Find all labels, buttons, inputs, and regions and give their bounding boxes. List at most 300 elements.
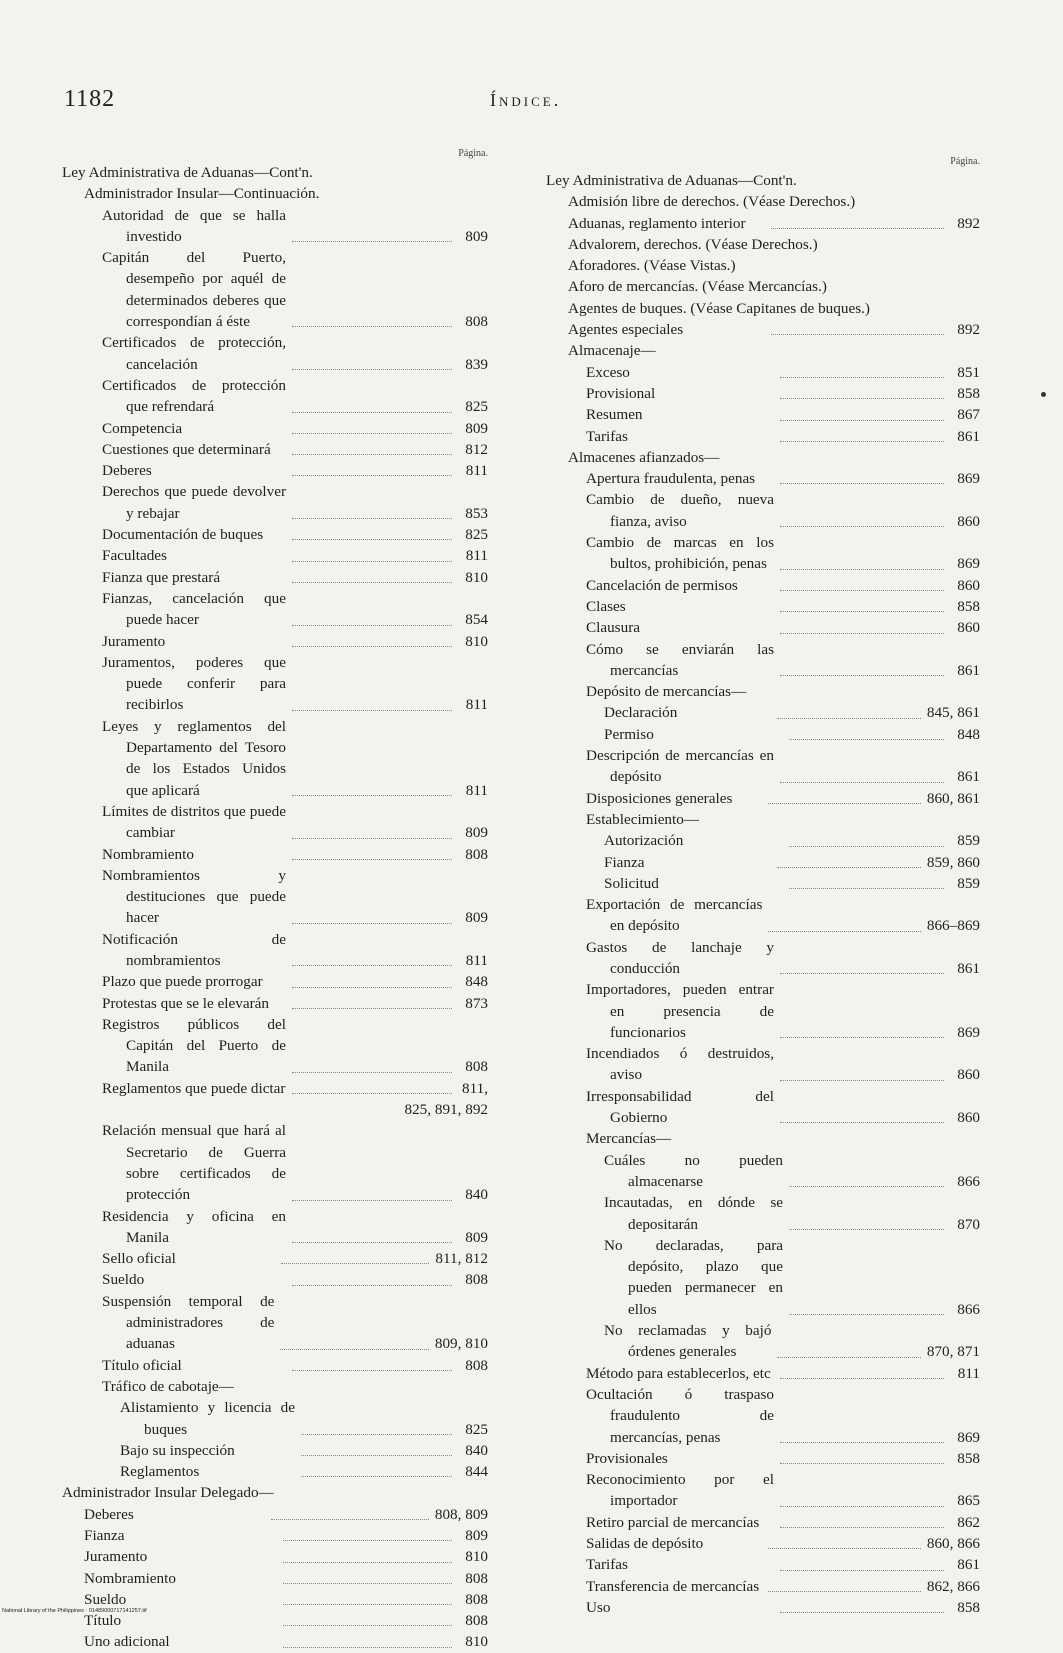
index-entry: [62, 631, 488, 652]
index-entry: [62, 375, 488, 418]
index-entry: [62, 183, 488, 204]
dot-leader: [292, 1072, 452, 1073]
entry-text: Registros públicos del Capitán del Puerto de Manila: [102, 1015, 286, 1076]
dot-leader: [789, 739, 944, 740]
index-entry: [546, 1192, 980, 1235]
page-ref: 861: [957, 959, 980, 977]
entry-text: Aforadores. (Véase Vistas.): [568, 257, 736, 275]
pagina-label: Página.: [458, 148, 488, 159]
index-entry: [546, 702, 980, 723]
dot-leader: [292, 539, 452, 540]
entry-text: Resumen: [586, 406, 643, 424]
page-ref: 812: [465, 440, 488, 458]
page-ref: 860: [957, 619, 980, 637]
entry-text: Almacenes afianzados—: [568, 448, 720, 466]
entry-text: Residencia y oficina en Manila: [102, 1207, 286, 1246]
dot-leader: [292, 987, 452, 988]
dot-leader: [292, 1242, 452, 1243]
entry-text: Aforo de mercancías. (Véase Mercancías.): [568, 278, 827, 296]
page-ref: 867: [957, 406, 980, 424]
page-ref: 808, 809: [434, 1505, 488, 1523]
index-entry: [546, 1448, 980, 1469]
index-entry: [546, 191, 980, 212]
entry-text: Leyes y reglamentos del Departamento del Tesoro de los Estados Unidos que aplicará: [102, 717, 286, 799]
index-entry: [62, 1546, 488, 1567]
entry-text: Protestas que se le elevarán: [102, 994, 269, 1012]
entry-text: Almacenaje—: [568, 342, 656, 360]
entry-text: Nombramiento: [84, 1569, 176, 1587]
page-ref: 839: [465, 355, 488, 373]
page-ref: 861: [957, 661, 980, 679]
page-ref: 809: [465, 227, 488, 245]
dot-leader: [771, 334, 944, 335]
page-ref: 869: [957, 1023, 980, 1041]
entry-text: Aduanas, reglamento interior: [568, 214, 746, 232]
index-entry: [546, 788, 980, 809]
dot-leader: [780, 526, 944, 527]
page-ref: 809: [465, 419, 488, 437]
dot-leader: [280, 1349, 428, 1350]
page-ref: 811,: [461, 1079, 488, 1097]
page-ref: 860: [957, 512, 980, 530]
page-ref: 810: [465, 1633, 488, 1651]
page-ref: 861: [957, 768, 980, 786]
dot-leader: [283, 1647, 452, 1648]
page-ref: 810: [465, 568, 488, 586]
dot-leader: [292, 561, 452, 562]
entry-text: Fianza: [84, 1527, 125, 1544]
dot-leader: [777, 718, 920, 719]
entry-text: Cambio de marcas en los bultos, prohibición, penas: [586, 534, 774, 573]
entry-text: Reconocimiento por el importador: [586, 1471, 774, 1510]
entry-text: Gastos de lanchaje y conducción: [586, 938, 774, 977]
page-ref: 809: [465, 1527, 488, 1544]
page-ref: 892: [957, 214, 980, 232]
entry-text: Establecimiento—: [586, 810, 700, 828]
entry-text: Alistamiento y licencia de buques: [120, 1399, 295, 1438]
dot-leader: [780, 1463, 944, 1464]
dot-leader: [292, 518, 452, 519]
index-entry: [62, 524, 488, 545]
entry-text: Deberes: [102, 462, 152, 480]
page-ref: 858: [957, 1449, 980, 1467]
dot-leader: [780, 377, 944, 378]
dot-leader: [292, 710, 452, 711]
index-entry: [62, 1631, 488, 1652]
index-entry: [62, 1397, 488, 1440]
entry-text: Nombramientos y destituciones que puede hacer: [102, 866, 286, 927]
dot-leader: [780, 1122, 944, 1123]
index-entry: [546, 575, 980, 596]
page-ref: 844: [465, 1463, 488, 1481]
index-entry: [62, 588, 488, 631]
dot-leader: [301, 1434, 452, 1435]
dot-leader: [780, 1506, 944, 1507]
entry-text: Advalorem, derechos. (Véase Derechos.): [568, 235, 818, 253]
entry-text: Disposiciones generales: [586, 789, 733, 807]
entry-text: Bajo su inspección: [120, 1441, 235, 1459]
entry-text: Retiro parcial de mercancías: [586, 1513, 760, 1531]
entry-text: Deberes: [84, 1505, 134, 1523]
page-ref: 859: [957, 832, 980, 850]
dot-leader: [780, 782, 944, 783]
entry-text: Facultades: [102, 547, 167, 565]
page-ref: 809: [465, 824, 488, 842]
index-entry: [546, 596, 980, 617]
entry-text: Ley Administrativa de Aduanas—Cont'n.: [62, 164, 313, 181]
index-entry: [62, 1440, 488, 1461]
entry-text: Competencia: [102, 419, 183, 437]
entry-text: Nombramiento: [102, 845, 194, 863]
page-ref: 870, 871: [926, 1343, 980, 1361]
index-entry: [62, 162, 488, 183]
page-ref: 809, 810: [434, 1335, 488, 1353]
page-ref: 853: [465, 504, 488, 522]
index-entry: [62, 1525, 488, 1546]
index-entry: [62, 971, 488, 992]
page-ref: 866–869: [926, 917, 980, 935]
page-ref: 848: [957, 725, 980, 743]
index-entry: [546, 1554, 980, 1575]
page-ref: 811, 812: [435, 1250, 488, 1268]
index-entry: [62, 1099, 488, 1120]
entry-text: Agentes especiales: [568, 321, 684, 339]
entry-text: Tráfico de cabotaje—: [102, 1377, 234, 1395]
entry-text: No declaradas, para depósito, plazo que pueden permanecer en ellos: [604, 1236, 783, 1318]
dot-leader: [780, 590, 944, 591]
entry-text: Título oficial: [102, 1356, 182, 1374]
page-ref: 840: [465, 1441, 488, 1459]
dot-leader: [292, 965, 452, 966]
dot-leader: [292, 433, 452, 434]
dot-leader: [780, 675, 944, 676]
index-entry: [546, 724, 980, 745]
page-ref: 808: [465, 1271, 488, 1289]
entry-text: Importadores, pueden entrar en presencia de funcionarios: [586, 981, 774, 1041]
dot-leader: [292, 838, 452, 839]
index-entry: [546, 383, 980, 404]
dot-leader: [292, 1370, 452, 1371]
index-entry: [546, 362, 980, 383]
page-ref: 854: [465, 611, 488, 629]
index-entry: [62, 439, 488, 460]
entry-text: Cuáles no pueden almacenarse: [604, 1151, 783, 1190]
dot-leader: [768, 803, 920, 804]
dot-leader: [283, 1583, 452, 1584]
entry-text: Uno adicional: [84, 1633, 170, 1651]
index-entry: [546, 1512, 980, 1533]
page-ref: 869: [957, 470, 980, 488]
dot-leader: [768, 1548, 920, 1549]
index-entry: [546, 894, 980, 937]
index-entry: [546, 1086, 980, 1129]
dot-leader: [789, 1186, 944, 1187]
entry-text: Agentes de buques. (Véase Capitanes de buques.): [568, 299, 870, 317]
dot-leader: [780, 441, 944, 442]
page-ref: 860: [957, 576, 980, 594]
index-entry: [62, 844, 488, 865]
dot-leader: [771, 228, 944, 229]
index-entry: [546, 937, 980, 980]
page-ref: 809: [465, 1228, 488, 1246]
index-entry: [62, 1589, 488, 1610]
page-ref: 851: [957, 363, 980, 381]
entry-text: Salidas de depósito: [586, 1535, 704, 1552]
page-ref: 810: [465, 1548, 488, 1566]
page-ref: 840: [465, 1186, 488, 1204]
dot-leader: [292, 795, 452, 796]
page-ref: 870: [957, 1215, 980, 1233]
index-entry: [546, 745, 980, 788]
entry-text: Provisionales: [586, 1449, 668, 1467]
index-entry: [546, 1533, 980, 1554]
dot-leader: [292, 859, 452, 860]
page-ref: 808: [465, 1569, 488, 1587]
entry-text: Irresponsabilidad del Gobierno: [586, 1087, 774, 1127]
dot-leader: [780, 1378, 944, 1379]
index-entry: [546, 468, 980, 489]
index-entry: [546, 809, 980, 830]
entry-text: Fianza: [604, 853, 645, 871]
index-entry: [546, 532, 980, 575]
entry-text: Reglamentos que puede dictar: [102, 1079, 286, 1097]
dot-leader: [780, 611, 944, 612]
page-ref: 865: [957, 1492, 980, 1510]
dot-leader: [292, 923, 452, 924]
page-ref: 808: [465, 1590, 488, 1608]
dot-leader: [301, 1476, 452, 1477]
page-ref: 861: [957, 427, 980, 445]
entry-text: Descripción de mercancías en depósito: [586, 747, 774, 786]
entry-text: Autoridad de que se halla investido: [102, 206, 286, 245]
page-ref: 860: [957, 1066, 980, 1084]
index-entry: [546, 404, 980, 425]
dot-leader: [283, 1625, 452, 1626]
index-entry: [546, 170, 980, 191]
page-ref: 811: [465, 696, 488, 714]
entry-text: Relación mensual que hará al Secretario de Guerra sobre certificados de protección: [102, 1122, 286, 1204]
dot-leader: [271, 1519, 428, 1520]
page-ref: 869: [957, 555, 980, 573]
index-entry: [62, 1482, 488, 1503]
index-entry: [62, 481, 488, 524]
dot-leader: [777, 867, 920, 868]
dot-leader: [780, 483, 944, 484]
dot-leader: [292, 1008, 452, 1009]
entry-text: Exceso: [586, 363, 630, 381]
index-entry: [62, 1248, 488, 1269]
dot-leader: [780, 1612, 944, 1613]
entry-text: Suspensión temporal de administradores de aduanas: [102, 1292, 275, 1353]
index-entry: [62, 865, 488, 929]
index-entry: [62, 1461, 488, 1482]
scan-footer: National Library of the Philippines · 01489000717141257.tif: [2, 1608, 147, 1614]
dot-leader: [780, 1570, 944, 1571]
page-ref: 811: [465, 462, 488, 480]
index-entry: [546, 340, 980, 361]
index-entry: [546, 617, 980, 638]
page-ref: 825: [465, 398, 488, 416]
index-entry: [546, 681, 980, 702]
entry-text: No reclamadas y bajó órdenes generales: [604, 1322, 772, 1361]
index-entry: [546, 830, 980, 851]
entry-text: Clausura: [586, 619, 640, 637]
page-ref: 811: [465, 781, 488, 799]
page-ref: 866: [957, 1300, 980, 1318]
index-entry: [546, 1469, 980, 1512]
pagina-label: Página.: [950, 156, 980, 167]
page-ref: 808: [465, 1356, 488, 1374]
entry-text: Cambio de dueño, nueva fianza, aviso: [586, 491, 774, 530]
dot-leader: [292, 582, 452, 583]
index-entry: [62, 1269, 488, 1290]
dot-leader: [777, 1357, 920, 1358]
page-ref: 811: [465, 951, 488, 969]
index-entry: [62, 1014, 488, 1078]
entry-text: Mercancías—: [586, 1130, 672, 1148]
entry-text: Incautadas, en dónde se depositarán: [604, 1194, 783, 1233]
dot-leader: [283, 1540, 452, 1541]
index-entry: [546, 319, 980, 340]
index-entry: [546, 1576, 980, 1597]
dot-leader: [780, 1442, 944, 1443]
page-ref: 858: [957, 384, 980, 402]
dot-leader: [780, 973, 944, 974]
dot-leader: [789, 888, 944, 889]
index-entry: [546, 1320, 980, 1363]
index-entry: [62, 1568, 488, 1589]
page-ref: 809: [465, 909, 488, 927]
page-ref: 808: [465, 1612, 488, 1630]
entry-text: Sueldo: [102, 1271, 145, 1289]
entry-text: Administrador Insular—Continuación.: [84, 185, 320, 203]
page-ref: 810: [465, 632, 488, 650]
dot-leader: [292, 412, 452, 413]
index-entry: [546, 213, 980, 234]
page-ref: 858: [957, 597, 980, 615]
entry-text: Límites de distritos que puede cambiar: [102, 802, 286, 842]
entry-text: Admisión libre de derechos. (Véase Derechos.): [568, 193, 856, 211]
entry-text: Solicitud: [604, 874, 659, 892]
dot-leader: [292, 1285, 452, 1286]
entry-text: Juramentos, poderes que puede conferir para recibirlos: [102, 653, 286, 714]
page-ref: 866: [957, 1172, 980, 1190]
index-entry: [62, 1206, 488, 1249]
index-entry: [546, 1128, 980, 1149]
page-ref: 862: [957, 1513, 980, 1531]
dot-leader: [780, 398, 944, 399]
entry-text: Ley Administrativa de Aduanas—Cont'n.: [546, 172, 797, 189]
page-ref: 848: [465, 973, 488, 991]
index-entry: [546, 1043, 980, 1086]
dot-leader: [768, 1591, 920, 1592]
index-column-left: [62, 148, 488, 1653]
dot-leader: [292, 454, 452, 455]
index-entry: [546, 489, 980, 532]
index-entry: [62, 1120, 488, 1205]
index-entry: [62, 1376, 488, 1397]
dot-leader: [292, 1200, 452, 1201]
dot-leader: [292, 241, 452, 242]
dot-leader: [292, 326, 452, 327]
page-ref: 873: [465, 994, 488, 1012]
dot-leader: [780, 1037, 944, 1038]
index-entry: [546, 1363, 980, 1384]
page-ref: 859, 860: [926, 853, 980, 871]
index-entry: [546, 639, 980, 682]
index-entry: [546, 1235, 980, 1320]
page-ref: 860, 861: [926, 789, 980, 807]
entry-text: Documentación de buques: [102, 526, 264, 544]
page-ref: 862, 866: [926, 1577, 980, 1595]
index-entry: [62, 1291, 488, 1355]
page-ref: 811: [465, 547, 488, 565]
dot-leader: [283, 1562, 452, 1563]
entry-text: Ocultación ó traspaso fraudulento de mercancías, penas: [586, 1385, 774, 1446]
index-entry: [62, 716, 488, 801]
dot-leader: [292, 369, 452, 370]
index-entry: [62, 545, 488, 566]
index-entry: [546, 1384, 980, 1448]
index-entry: [62, 929, 488, 972]
entry-text: Cómo se enviarán las mercancías: [586, 640, 774, 679]
entry-text: Juramento: [84, 1548, 148, 1566]
index-entry: [62, 460, 488, 481]
entry-text: Provisional: [586, 384, 656, 402]
index-entry: [546, 1150, 980, 1193]
dot-leader: [292, 625, 452, 626]
index-entry: [62, 1078, 488, 1099]
page-ref: 825: [465, 1420, 488, 1438]
dot-leader: [301, 1455, 452, 1456]
index-entry: [62, 247, 488, 332]
page-number: 1182: [64, 86, 116, 112]
dot-leader: [292, 1093, 452, 1094]
index-entry: [62, 801, 488, 844]
index-entry: [546, 426, 980, 447]
index-entry: [62, 205, 488, 248]
page-ref: 861: [957, 1556, 980, 1574]
index-entry: [546, 276, 980, 297]
index-entry: [546, 873, 980, 894]
index-column-right: [546, 156, 980, 1618]
entry-text: Cancelación de permisos: [586, 576, 738, 594]
index-entry: [546, 298, 980, 319]
dot-leader: [780, 420, 944, 421]
entry-text: Tarifas: [586, 1556, 628, 1574]
left-entries: [62, 162, 488, 1653]
dot-leader: [780, 1527, 944, 1528]
dot-leader: [780, 1080, 944, 1081]
page-ref: 858: [957, 1598, 980, 1616]
entry-text: Sueldo: [84, 1590, 127, 1608]
entry-text: Plazo que puede prorrogar: [102, 973, 263, 991]
dot-leader: [768, 931, 920, 932]
entry-text: Transferencia de mercancías: [586, 1577, 760, 1595]
page-ref: 892: [957, 321, 980, 339]
entry-text: Clases: [586, 597, 626, 615]
dot-leader: [789, 1314, 944, 1315]
index-entry: [546, 447, 980, 468]
page-ref: 825, 891, 892: [404, 1101, 488, 1119]
entry-text: Apertura fraudulenta, penas: [586, 470, 756, 488]
entry-text: Sello oficial: [102, 1250, 176, 1268]
index-entry: [546, 234, 980, 255]
page-ref: 811: [957, 1364, 980, 1382]
entry-text: Certificados de protección que refrendará: [102, 376, 286, 416]
entry-text: Autorización: [604, 832, 684, 850]
dot-leader: [292, 646, 452, 647]
